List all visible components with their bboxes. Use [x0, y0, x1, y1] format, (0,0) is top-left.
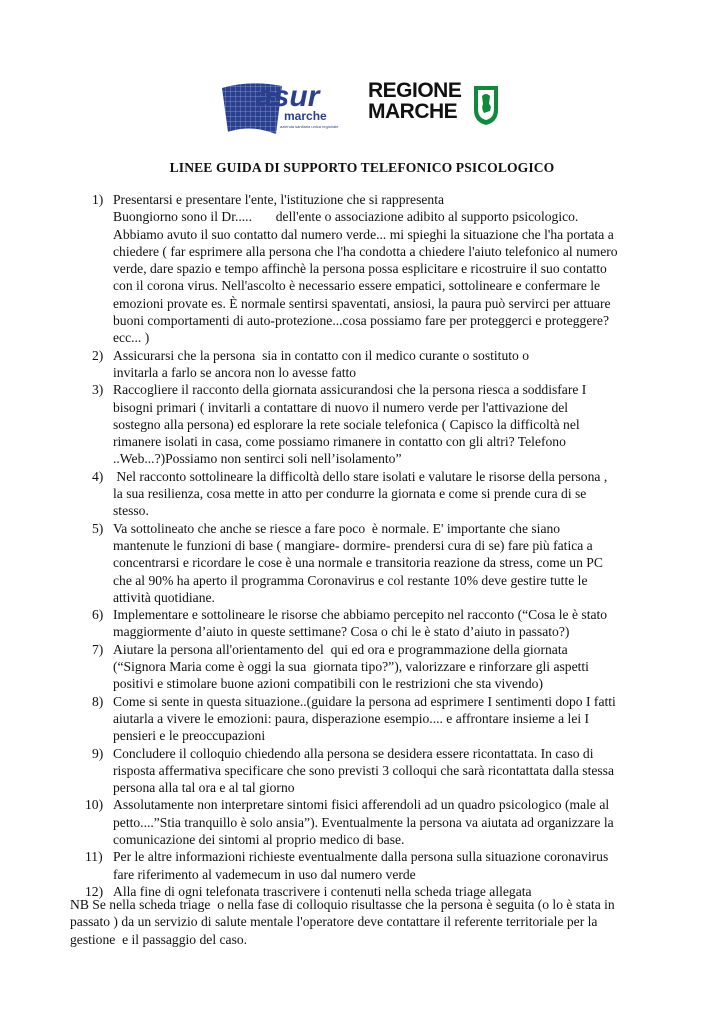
list-item-line: con il corona virus. Nell'ascolto è necessario essere empatici, sottolineare e confermare le: [113, 278, 601, 294]
list-item-line: Alla fine di ogni telefonata trascrivere i contenuti nella scheda triage allegata: [113, 883, 532, 899]
nb-line: NB Se nella scheda triage o nella fase di colloquio risultasse che la persona è seguita (o lo è stata in: [70, 897, 615, 912]
list-item-line: Come si sente in questa situazione..(guidare la persona ad esprimere I sentimenti dopo I fatti: [113, 693, 616, 709]
list-item-line: Per le altre informazioni richieste eventualmente dalla persona sulla situazione coronavirus: [113, 849, 609, 865]
header-logos: [0, 76, 724, 138]
list-item-line: mantenute le funzioni di base ( mangiare- dormire- prendersi cura di se) fare più fatica a: [113, 537, 593, 553]
list-item-line: ecc... ): [113, 330, 150, 346]
list-item-line: verde, dare spazio e tempo affinchè la persona possa esplicitare e ricostruire il suo contatto: [113, 261, 607, 277]
list-item-number: 1): [92, 192, 104, 207]
list-item-line: buoni comportamenti di auto-protezione...cosa possiamo fare per proteggerci e proteggere?: [113, 313, 609, 329]
list-item-number: 7): [92, 641, 104, 657]
list-item-line: ..Web...?)Possiamo non sentirci soli nell’isolamento”: [113, 451, 402, 467]
list-item-line: Presentarsi e presentare l'ente, l'istituzione che si rappresenta: [113, 192, 445, 207]
list-item-line: invitarla a farlo se ancora non lo avesse fatto: [113, 364, 357, 380]
nb-line: passato ) da un servizio di salute mentale l'operatore deve contattare il referente territoriale per la: [70, 914, 598, 930]
page-title: LINEE GUIDA DI SUPPORTO TELEFONICO PSICOLOGICO: [169, 160, 555, 175]
list-item-number: 10): [85, 797, 104, 813]
regione-marche-logo: [368, 80, 502, 132]
list-item-number: 3): [92, 382, 104, 398]
list-item-number: 6): [92, 607, 104, 623]
list-item-line: stesso.: [113, 503, 149, 519]
list-item-line: Buongiorno sono il Dr..... dell'ente o associazione adibito al supporto psicologico.: [113, 209, 579, 225]
nb-note: [70, 896, 670, 948]
list-item-line: maggiormente d’aiuto in queste settimane? Cosa o chi le è stato d’aiuto in passato?): [113, 624, 570, 640]
nb-line: gestione e il passaggio del caso.: [70, 931, 248, 947]
list-item-line: Nel racconto sottolineare la difficoltà dello stare isolati e valutare le risorse della persona ,: [113, 468, 608, 484]
list-item-line: persona alla tal ora e al tal giorno: [113, 780, 295, 796]
list-item-line: comunicazione dei sintomi al proprio medico di base.: [113, 831, 405, 847]
list-item-number: 8): [92, 693, 104, 709]
list-item-line: Va sottolineato che anche se riesce a fare poco è normale. E' importante che siano: [113, 520, 561, 536]
list-item-number: 12): [85, 883, 104, 899]
list-item: [92, 381, 664, 467]
list-item: [92, 606, 664, 641]
list-item-line: Implementare e sottolineare le risorse che abbiamo percepito nel racconto (“Cosa le è stato: [113, 607, 608, 623]
list-item-line: attività quotidiane.: [113, 589, 215, 605]
regione-line1: REGIONE: [368, 79, 462, 102]
list-item: [92, 468, 664, 520]
list-item-line: rimanere isolati in casa, come possiamo rimanere in contatto con gli altri? Telefono: [113, 434, 566, 450]
svg-text:marche: marche: [284, 109, 327, 123]
regione-shield-icon: [472, 84, 500, 126]
list-item-line: che al 90% ha aperto il programma Coronavirus e col restante 10% deve gestire tutte le: [113, 572, 588, 588]
list-item-line: pensieri e le preoccupazioni: [113, 728, 266, 744]
asur-word: asur: [256, 80, 320, 113]
list-item-line: Assolutamente non interpretare sintomi fisici afferendoli ad un quadro psicologico (male al: [113, 797, 610, 813]
list-item-line: bisogni primari ( invitarli a contattare di nuovo il numero verde per l'attivazione del: [113, 399, 569, 415]
list-item-line: (“Signora Maria come è oggi la sua giornata tipo?”), valorizzare e rinforzare gli aspetti: [113, 659, 589, 675]
list-item-number: 5): [92, 520, 104, 536]
list-item-line: Aiutare la persona all'orientamento del qui ed ora e programmazione della giornata: [113, 641, 568, 657]
list-item-line: concentrarsi e ricordare le cose è una normale e transitoria reazione da stress, come un PC: [113, 555, 603, 571]
guideline-list: [85, 191, 664, 900]
list-item-line: Assicurarsi che la persona sia in contatto con il medico curante o sostituto o: [113, 347, 530, 363]
list-item-number: 2): [92, 347, 104, 363]
svg-text:azienda sanitaria unica region: azienda sanitaria unica regionale: [280, 124, 339, 129]
list-item: [92, 745, 664, 797]
list-item-line: aiutarla a vivere le emozioni: paura, disperazione esempio.... e affrontare insieme a lei I: [113, 710, 590, 726]
list-item-line: Abbiamo avuto il suo contatto dal numero verde... mi spieghi la situazione che l'ha portata a: [113, 226, 614, 242]
list-item-line: emozioni provate es. È normale sentirsi spaventati, ansiosi, la paura può servirci per attuare: [113, 295, 611, 311]
list-item-number: 4): [92, 468, 104, 484]
list-item: [92, 191, 664, 347]
list-item-line: Concludere il colloquio chiedendo alla persona se desidera essere ricontattata. In caso di: [113, 745, 594, 761]
list-item: [85, 848, 664, 883]
list-item: [92, 641, 664, 693]
list-item-line: petto....”Stia tranquillo è solo ansia”). Eventualmente la persona va aiutata ad organizzare la: [113, 814, 614, 830]
asur-marche-logo: [220, 76, 340, 136]
regione-line2: MARCHE: [368, 100, 458, 123]
list-item-line: positivi e stimolare buone azioni compatibili con le restrizioni che sta vivendo): [113, 676, 543, 692]
list-item: [92, 347, 664, 382]
list-item-line: chiedere ( far esprimere alla persona che l'ha condotta a chiedere l'aiuto telefonico al numero: [113, 243, 618, 259]
list-item: [85, 796, 664, 848]
list-item-line: risposta affermativa specificare che sono previsti 3 colloqui che sarà ricontattata dalla stessa: [113, 762, 615, 778]
list-item-number: 9): [92, 745, 104, 761]
list-item-line: la sua resilienza, cosa mette in atto per condurre la giornata e come si prende cura di se: [113, 486, 587, 502]
list-item-line: sostegno alla persona) ed esplorare la rete sociale telefonica ( Capisco la difficoltà nel: [113, 416, 580, 432]
list-item-number: 11): [85, 849, 103, 865]
list-item-line: fare riferimento al vademecum in uso dal numero verde: [113, 866, 416, 882]
list-item: [92, 520, 664, 606]
list-item-line: Raccogliere il racconto della giornata assicurandosi che la persona riesca a soddisfare I: [113, 382, 587, 398]
list-item: [92, 693, 664, 745]
